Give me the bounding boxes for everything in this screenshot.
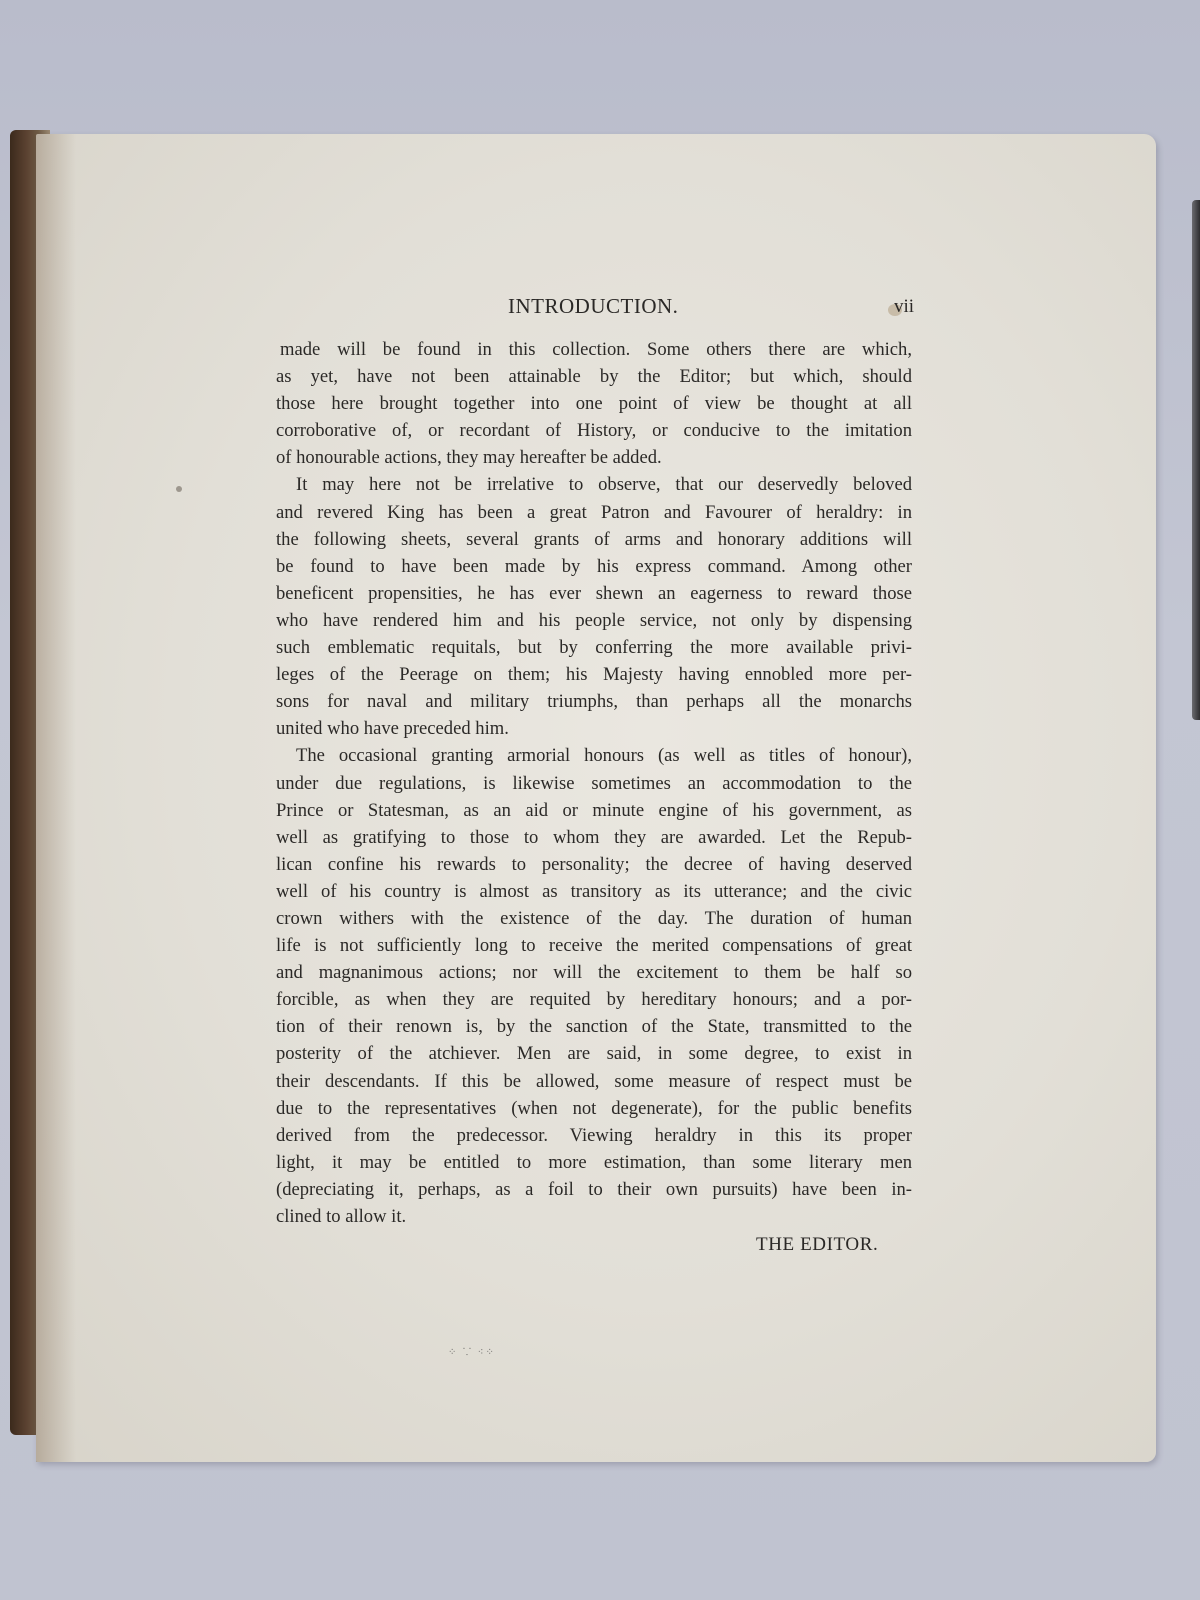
page-number: vii — [894, 296, 915, 317]
text-line: Prince or Statesman, as an aid or minute engine of his government, as — [276, 799, 912, 821]
text-line: well as gratifying to those to whom they are awarded. Let the Repub- — [276, 826, 912, 848]
text-line: It may here not be irrelative to observe, that our deservedly beloved — [296, 474, 912, 496]
text-line: due to the representatives (when not degenerate), for the public benefits — [276, 1097, 912, 1119]
text-line: lican confine his rewards to personality; the decree of having deserved — [276, 853, 912, 875]
text-line: (depreciating it, perhaps, as a foil to their own pursuits) have been in- — [276, 1178, 912, 1200]
paragraph-2 — [276, 471, 912, 742]
text-line: such emblematic requitals, but by conferring the more available privi- — [276, 637, 912, 659]
text-line: their descendants. If this be allowed, some measure of respect must be — [276, 1070, 912, 1092]
adjacent-book-edge — [1192, 200, 1200, 720]
text-line: The occasional granting armorial honours (as well as titles of honour), — [296, 745, 912, 767]
text-line: sons for naval and military triumphs, than perhaps all the monarchs — [276, 691, 912, 713]
text-line: and magnanimous actions; nor will the excitement to them be half so — [276, 962, 912, 984]
text-line: tion of their renown is, by the sanction of the State, transmitted to the — [276, 1016, 912, 1038]
text-line: who have rendered him and his people service, not only by dispensing — [276, 609, 912, 631]
page-title: INTRODUCTION. — [508, 294, 679, 318]
text-line: beneficent propensities, he has ever shewn an eagerness to reward those — [276, 582, 912, 604]
text-line: those here brought together into one point of view be thought at all — [276, 393, 912, 415]
text-line: derived from the predecessor. Viewing heraldry in this its proper — [276, 1124, 912, 1146]
text-line: united who have preceded him. — [276, 718, 509, 740]
book-page — [36, 134, 1156, 1462]
paragraph-3 — [276, 742, 912, 1230]
text-line: the following sheets, several grants of arms and honorary additions will — [276, 528, 912, 550]
paragraph-1 — [276, 336, 912, 471]
body-text — [276, 336, 912, 1230]
text-line: well of his country is almost as transitory as its utterance; and the civic — [276, 880, 912, 902]
text-line: and revered King has been a great Patron and Favourer of heraldry: in — [276, 501, 912, 523]
text-line: light, it may be entitled to more estimation, than some literary men — [276, 1151, 912, 1173]
text-line: leges of the Peerage on them; his Majesty having ennobled more per- — [276, 664, 912, 686]
text-line: of honourable actions, they may hereafter be added. — [276, 447, 662, 469]
text-line: made will be found in this collection. Some others there are which, — [280, 339, 912, 360]
foxing-stain — [176, 486, 182, 492]
text-line: life is not sufficiently long to receive the merited compensations of great — [276, 935, 912, 957]
text-line: clined to allow it. — [276, 1206, 407, 1227]
ink-offset-marks: ⁘ ⸪ ⁖⁘ — [448, 1347, 496, 1358]
text-line: under due regulations, is likewise sometimes an accommodation to the — [276, 772, 912, 794]
text-line: forcible, as when they are requited by hereditary honours; and a por- — [276, 989, 912, 1011]
text-line: posterity of the atchiever. Men are said, in some degree, to exist in — [276, 1043, 912, 1065]
text-line: be found to have been made by his express command. Among other — [276, 555, 912, 577]
text-line: corroborative of, or recordant of History, or conducive to the imitation — [276, 420, 912, 442]
text-line: as yet, have not been attainable by the Editor; but which, should — [276, 366, 912, 388]
signature: THE EDITOR. — [756, 1234, 879, 1255]
text-line: crown withers with the existence of the day. The duration of human — [276, 907, 912, 929]
